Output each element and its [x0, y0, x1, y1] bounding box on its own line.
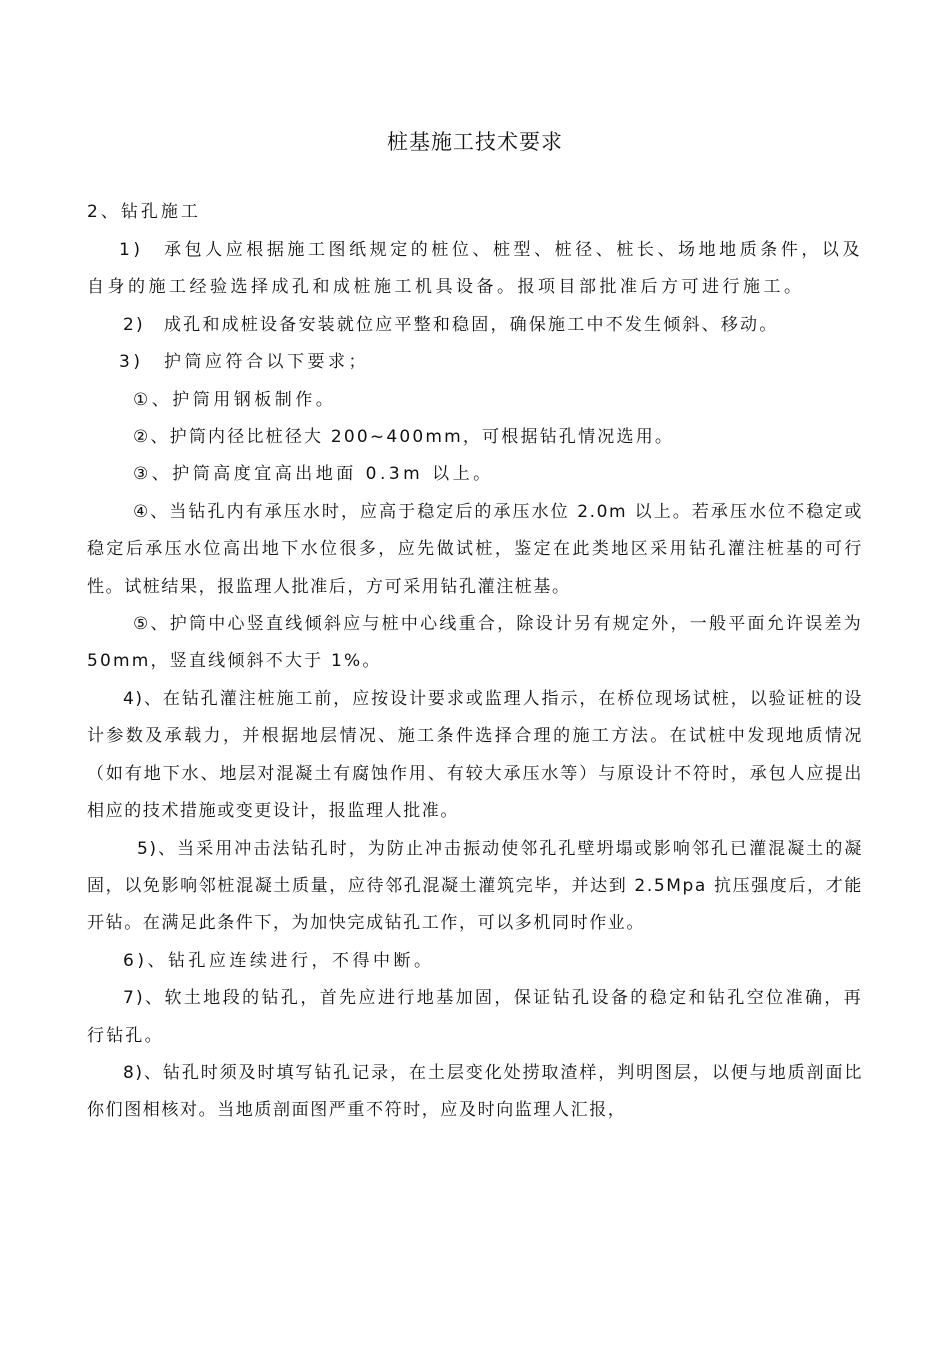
- section-heading: 2、钻孔施工: [87, 202, 201, 222]
- paragraph-11: 6)、钻孔应连续进行，不得中断。: [123, 950, 435, 971]
- paragraph-10: 5)、当采用冲击法钻孔时，为防止冲击振动使邻孔孔壁坍塌或影响邻孔已灌混凝土的凝固，以免影响邻桩混凝土质量，应待邻孔混凝土灌筑完毕，并达到 2.5Mpa 抗压强度后，才能开钻。在满足此条件下，为加快完成钻孔工作，可以多机同时作业。: [87, 838, 863, 934]
- document-title: 桩基施工技术要求: [387, 130, 563, 154]
- paragraph-12: 7)、软土地段的钻孔，首先应进行地基加固，保证钻孔设备的稳定和钻孔空位准确，再行钻孔。: [87, 988, 863, 1046]
- paragraph-8: ⑤、护筒中心竖直线倾斜应与桩中心线重合，除设计另有规定外，一般平面允许误差为 50mm，竖直线倾斜不大于 1%。: [87, 614, 863, 672]
- document-body: [87, 232, 863, 1130]
- paragraph-5: ②、护筒内径比桩径大 200~400mm，可根据钻孔情况选用。: [133, 427, 675, 448]
- paragraph-1: 1) 承包人应根据施工图纸规定的桩位、桩型、桩径、桩长、场地地质条件，以及自身的施工经验选择成孔和成桩施工机具设备。报项目部批准后方可进行施工。: [87, 240, 863, 298]
- paragraph-2: 2) 成孔和成桩设备安装就位应平整和稳固，确保施工中不发生倾斜、移动。: [123, 314, 779, 335]
- paragraph-4: ①、护筒用钢板制作。: [133, 389, 337, 410]
- paragraph-6: ③、护筒高度宜高出地面 0.3m 以上。: [133, 464, 494, 485]
- paragraph-7: ④、当钻孔内有承压水时，应高于稳定后的承压水位 2.0m 以上。若承压水位不稳定或稳定后承压水位高出地下水位很多，应先做试桩，鉴定在此类地区采用钻孔灌注桩基的可行性。试桩结果，报监理人批准后，方可采用钻孔灌注桩基。: [87, 501, 863, 597]
- paragraph-3: 3) 护筒应符合以下要求；: [119, 352, 369, 373]
- paragraph-9: 4)、在钻孔灌注桩施工前，应按设计要求或监理人指示，在桥位现场试桩，以验证桩的设计参数及承载力，并根据地层情况、施工条件选择合理的施工方法。在试桩中发现地质情况（如有地下水、地层对混凝土有腐蚀作用、有较大承压水等）与原设计不符时，承包人应提出相应的技术措施或变更设计，报监理人批准。: [87, 688, 863, 822]
- paragraph-13: 8)、钻孔时须及时填写钻孔记录，在土层变化处捞取渣样，判明图层，以便与地质剖面比你们图相核对。当地质剖面图严重不符时，应及时向监理人汇报，: [87, 1062, 863, 1121]
